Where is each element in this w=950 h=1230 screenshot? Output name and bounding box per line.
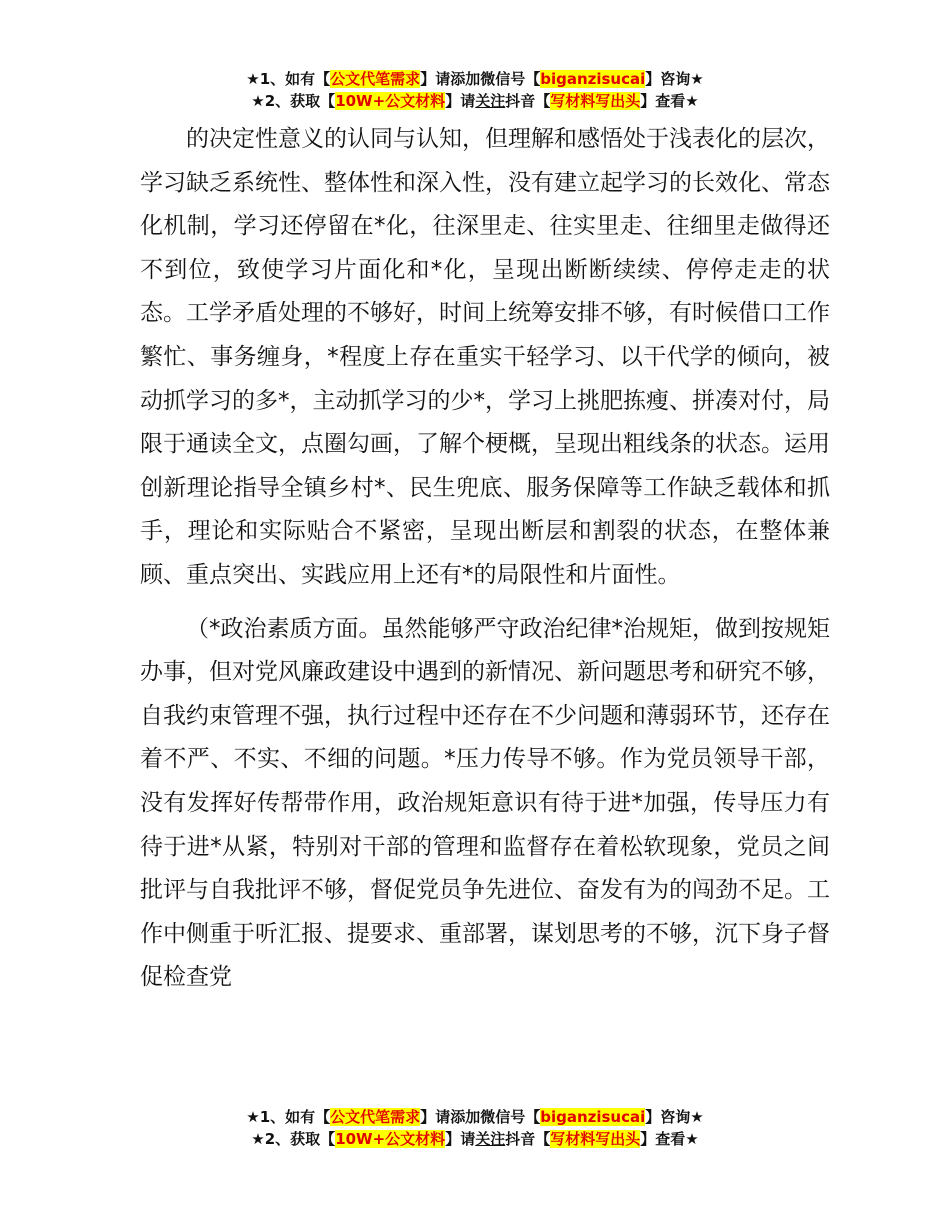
footer-highlight-materials: 10W+公文材料 [335, 1130, 446, 1148]
footer-line-1 [0, 1106, 950, 1128]
footer-line-1-suffix: 】咨询★ [645, 1108, 704, 1126]
footer-banner [0, 1106, 950, 1150]
header-highlight-douyin-account: 写材料写出头 [550, 92, 641, 110]
header-highlight-wechat-id: biganzisucai [540, 70, 646, 88]
document-body [140, 118, 830, 1000]
footer-line-2-suffix: 】查看★ [640, 1130, 699, 1148]
paragraph-political-quality: （*政治素质方面。虽然能够严守政治纪律*治规矩，做到按规矩办事，但对党风廉政建设中遇到的新情况、新问题思考和研究不够，自我约束管理不强，执行过程中还存在不少问题和薄弱环节，还存在着不严、不实、不细的问题。*压力传导不够。作为党员领导干部，没有发挥好传帮带作用，政治规矩意识有待于进*加强，传导压力有待于进*从紧，特别对干部的管理和监督存在着松软现象，党员之间批评与自我批评不够，督促党员争先进位、奋发有为的闯劲不足。工作中侧重于听汇报、提要求、重部署，谋划思考的不够，沉下身子督促检查党 [140, 615, 830, 991]
footer-line-2-middle-2: 抖音【 [505, 1130, 551, 1148]
header-line-2-middle-2: 抖音【 [505, 92, 551, 110]
header-line-1-suffix: 】咨询★ [645, 70, 704, 88]
footer-underlined-follow: 关注 [475, 1130, 506, 1148]
header-line-1-middle: 】请添加微信号【 [420, 70, 541, 88]
footer-line-2 [0, 1128, 950, 1150]
header-underlined-follow: 关注 [475, 92, 506, 110]
header-line-2 [0, 90, 950, 112]
header-highlight-ghostwriting: 公文代笔需求 [330, 70, 421, 88]
footer-highlight-ghostwriting: 公文代笔需求 [330, 1108, 421, 1126]
header-line-1-prefix: ★1、如有【 [246, 70, 331, 88]
header-line-1 [0, 68, 950, 90]
footer-line-2-prefix: ★2、获取【 [251, 1130, 336, 1148]
header-line-2-middle-1: 】请 [445, 92, 476, 110]
footer-line-1-middle: 】请添加微信号【 [420, 1108, 541, 1126]
header-highlight-materials: 10W+公文材料 [335, 92, 446, 110]
footer-line-2-middle-1: 】请 [445, 1130, 476, 1148]
footer-highlight-douyin-account: 写材料写出头 [550, 1130, 641, 1148]
header-line-2-prefix: ★2、获取【 [251, 92, 336, 110]
footer-highlight-wechat-id: biganzisucai [540, 1108, 646, 1126]
paragraph-study-issues: 的决定性意义的认同与认知，但理解和感悟处于浅表化的层次，学习缺乏系统性、整体性和深入性，没有建立起学习的长效化、常态化机制，学习还停留在*化，往深里走、往实里走、往细里走做得还不到位，致使学习片面化和*化，呈现出断断续续、停停走走的状态。工学矛盾处理的不够好，时间上统筹安排不够，有时候借口工作繁忙、事务缠身，*程度上存在重实干轻学习、以干代学的倾向，被动抓学习的多*，主动抓学习的少*，学习上挑肥拣瘦、拼凑对付，局限于通读全文，点圈勾画，了解个梗概，呈现出粗线条的状态。运用创新理论指导全镇乡村*、民生兜底、服务保障等工作缺乏载体和抓手，理论和实际贴合不紧密，呈现出断层和割裂的状态，在整体兼顾、重点突出、实践应用上还有*的局限性和片面性。 [140, 126, 830, 588]
header-banner [0, 68, 950, 112]
footer-line-1-prefix: ★1、如有【 [246, 1108, 331, 1126]
header-line-2-suffix: 】查看★ [640, 92, 699, 110]
